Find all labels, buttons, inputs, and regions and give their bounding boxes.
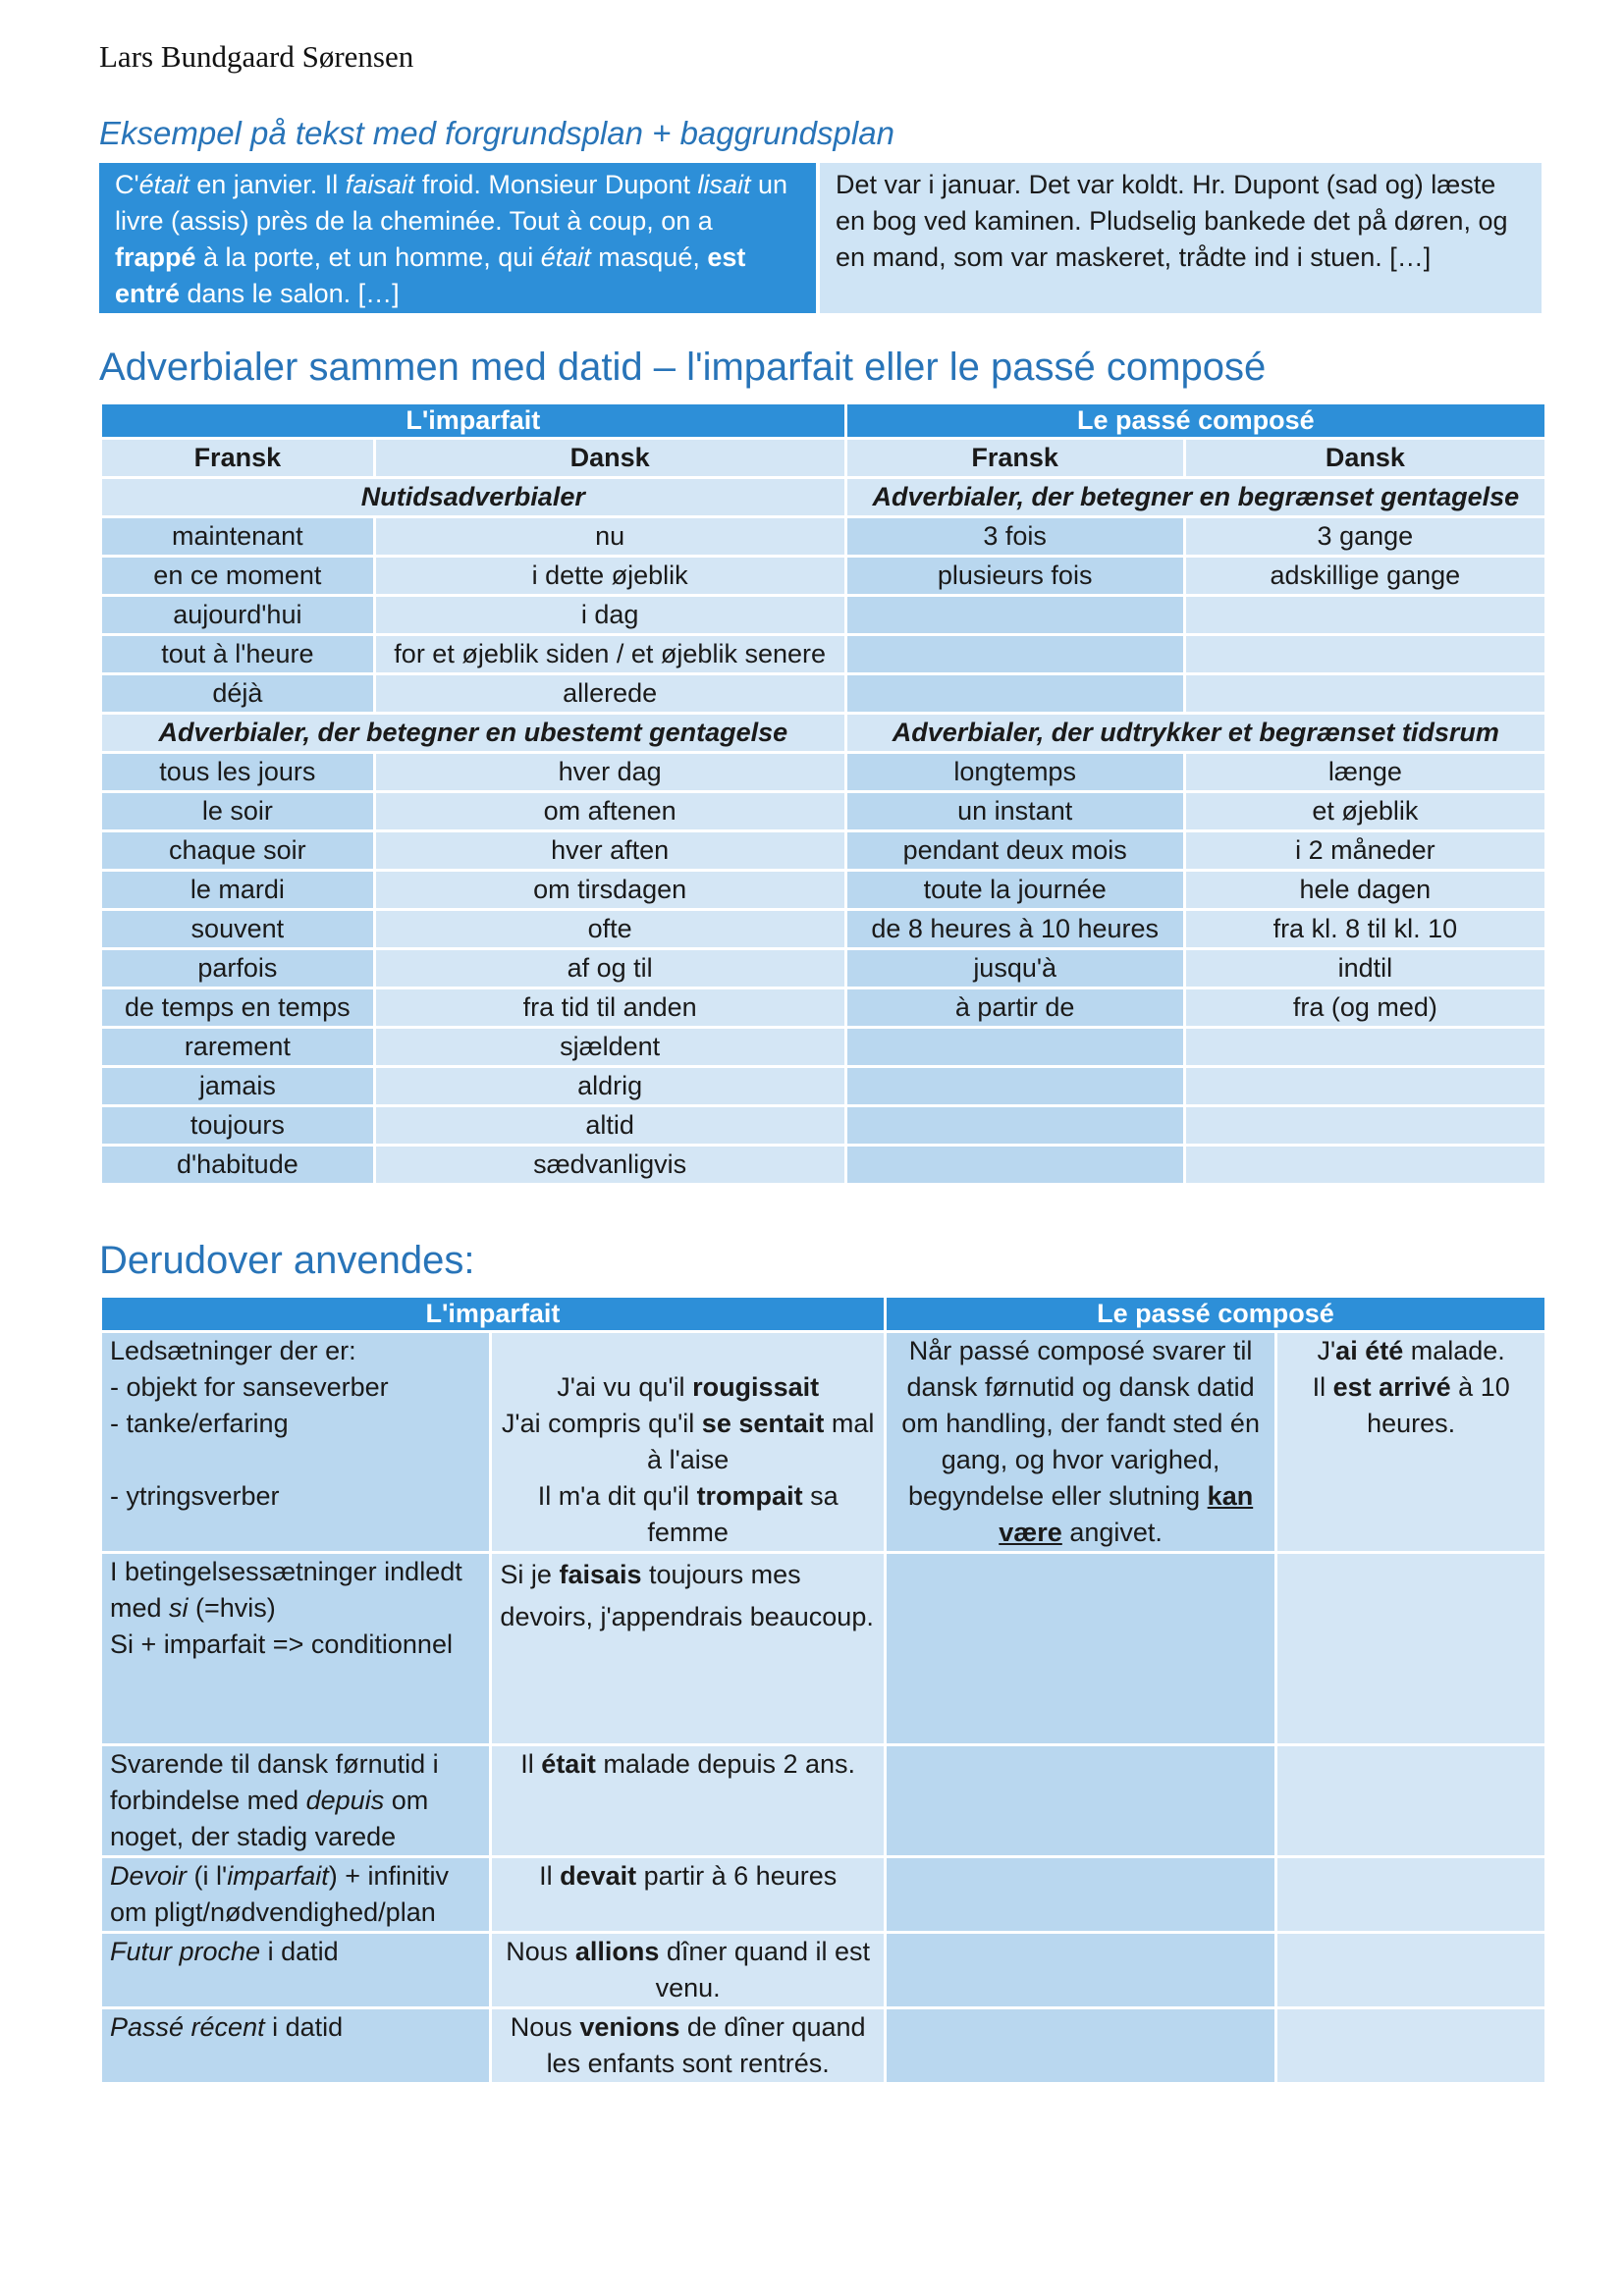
fransk-imparfait-cell: en ce moment — [102, 558, 373, 594]
table-row — [102, 518, 1544, 555]
author-name: Lars Bundgaard Sørensen — [99, 39, 414, 74]
fransk-imparfait-cell: rarement — [102, 1029, 373, 1065]
table-row — [102, 950, 1544, 987]
empty-cell — [887, 1746, 1274, 1855]
passe-compose-header: Le passé composé — [887, 1298, 1544, 1330]
dansk-imparfait-cell: hver aften — [376, 832, 844, 869]
example-cell: Nous allions dîner quand il est venu. — [492, 1934, 883, 2006]
fransk-passe-cell: un instant — [847, 793, 1183, 829]
fransk-imparfait-cell: chaque soir — [102, 832, 373, 869]
dansk-passe-cell: fra kl. 8 til kl. 10 — [1186, 911, 1544, 947]
table-row — [102, 1858, 1544, 1931]
dansk-imparfait-cell: i dag — [376, 597, 844, 633]
table-row — [102, 832, 1544, 869]
table-row — [102, 754, 1544, 790]
example-heading: Eksempel på tekst med forgrundsplan + baggrundsplan — [99, 115, 894, 151]
passe-rule-cell: Når passé composé svarer til dansk førnutid og dansk datid om handling, der fandt sted én gang, og hvor varighed, begyndelse eller slutning kan være angivet. — [887, 1333, 1274, 1551]
table-row — [102, 675, 1544, 712]
empty-cell — [1277, 1858, 1544, 1931]
rule-cell: Passé récent i datid — [102, 2009, 489, 2082]
rule-cell: Futur proche i datid — [102, 1934, 489, 2006]
example-cell: J'ai vu qu'il rougissait J'ai compris qu'il se sentait mal à l'aise Il m'a dit qu'il trompait sa femme — [492, 1333, 883, 1551]
dansk-passe-cell: et øjeblik — [1186, 793, 1544, 829]
dansk-imparfait-cell: hver dag — [376, 754, 844, 790]
empty-cell — [1277, 1554, 1544, 1743]
dansk-imparfait-cell: sjældent — [376, 1029, 844, 1065]
dansk-imparfait-cell: i dette øjeblik — [376, 558, 844, 594]
example-cell: Il devait partir à 6 heures — [492, 1858, 883, 1931]
fransk-passe-cell — [847, 1068, 1183, 1104]
table-row — [102, 1029, 1544, 1065]
rule-cell: Svarende til dansk førnutid i forbindelse med depuis om noget, der stadig varede — [102, 1746, 489, 1855]
col-dansk-left: Dansk — [376, 440, 844, 476]
derudover-table — [99, 1295, 1547, 2085]
table-row — [102, 1934, 1544, 2006]
fransk-imparfait-cell: parfois — [102, 950, 373, 987]
fransk-imparfait-cell: le mardi — [102, 872, 373, 908]
dansk-imparfait-cell: altid — [376, 1107, 844, 1144]
subheading-begraenset-tidsrum: Adverbialer, der udtrykker et begrænset tidsrum — [847, 715, 1544, 751]
dansk-imparfait-cell: aldrig — [376, 1068, 844, 1104]
table-row — [102, 793, 1544, 829]
passe-compose-header: Le passé composé — [847, 404, 1544, 437]
rule-cell: Devoir (i l'imparfait) + infinitiv om pligt/nødvendighed/plan — [102, 1858, 489, 1931]
table-row — [102, 1333, 1544, 1551]
empty-cell — [1277, 2009, 1544, 2082]
subheading-ubestemt-gentagelse: Adverbialer, der betegner en ubestemt gentagelse — [102, 715, 844, 751]
table-row — [102, 1147, 1544, 1183]
fransk-passe-cell: plusieurs fois — [847, 558, 1183, 594]
dansk-imparfait-cell: af og til — [376, 950, 844, 987]
fransk-imparfait-cell: tous les jours — [102, 754, 373, 790]
fransk-imparfait-cell: d'habitude — [102, 1147, 373, 1183]
col-fransk-right: Fransk — [847, 440, 1183, 476]
dansk-imparfait-cell: om tirsdagen — [376, 872, 844, 908]
dansk-passe-cell — [1186, 1068, 1544, 1104]
dansk-passe-cell: hele dagen — [1186, 872, 1544, 908]
adverbs-heading: Adverbialer sammen med datid – l'imparfait eller le passé composé — [99, 346, 1267, 389]
dansk-passe-cell: indtil — [1186, 950, 1544, 987]
imparfait-header: L'imparfait — [102, 1298, 884, 1330]
table-row — [102, 1554, 1544, 1743]
dansk-passe-cell — [1186, 1147, 1544, 1183]
table-row — [102, 989, 1544, 1026]
fransk-imparfait-cell: de temps en temps — [102, 989, 373, 1026]
fransk-imparfait-cell: souvent — [102, 911, 373, 947]
empty-cell — [1277, 1934, 1544, 2006]
fransk-passe-cell — [847, 675, 1183, 712]
dansk-passe-cell: 3 gange — [1186, 518, 1544, 555]
dansk-imparfait-cell: ofte — [376, 911, 844, 947]
fransk-passe-cell: pendant deux mois — [847, 832, 1183, 869]
table-row — [102, 1746, 1544, 1855]
dansk-passe-cell — [1186, 675, 1544, 712]
example-cell: Nous venions de dîner quand les enfants sont rentrés. — [492, 2009, 883, 2082]
fransk-passe-cell — [847, 636, 1183, 672]
dansk-imparfait-cell: sædvanligvis — [376, 1147, 844, 1183]
empty-cell — [887, 1934, 1274, 2006]
col-fransk-left: Fransk — [102, 440, 373, 476]
dansk-passe-cell — [1186, 1029, 1544, 1065]
dansk-passe-cell: længe — [1186, 754, 1544, 790]
table-header-row — [102, 404, 1544, 437]
col-dansk-right: Dansk — [1186, 440, 1544, 476]
table-row — [102, 558, 1544, 594]
adverbs-table — [99, 401, 1547, 1186]
fransk-imparfait-cell: le soir — [102, 793, 373, 829]
example-box — [99, 163, 1542, 313]
fransk-passe-cell: longtemps — [847, 754, 1183, 790]
fransk-passe-cell — [847, 597, 1183, 633]
dansk-passe-cell — [1186, 597, 1544, 633]
fransk-passe-cell — [847, 1147, 1183, 1183]
fransk-passe-cell — [847, 1107, 1183, 1144]
example-danish-text: Det var i januar. Det var koldt. Hr. Dupont (sad og) læste en bog ved kaminen. Pludselig bankede det på døren, og en mand, som var maskeret, trådte ind i stuen. […] — [820, 163, 1542, 313]
empty-cell — [1277, 1746, 1544, 1855]
dansk-passe-cell: fra (og med) — [1186, 989, 1544, 1026]
rule-cell: Ledsætninger der er: - objekt for sanseverber - tanke/erfaring - ytringsverber — [102, 1333, 489, 1551]
derudover-heading: Derudover anvendes: — [99, 1239, 475, 1282]
column-header-row — [102, 440, 1544, 476]
example-cell: Si je faisais toujours mes devoirs, j'appendrais beaucoup. — [492, 1554, 883, 1743]
empty-cell — [887, 1858, 1274, 1931]
fransk-passe-cell: de 8 heures à 10 heures — [847, 911, 1183, 947]
fransk-passe-cell — [847, 1029, 1183, 1065]
table-header-row — [102, 1298, 1544, 1330]
empty-cell — [887, 2009, 1274, 2082]
fransk-passe-cell: à partir de — [847, 989, 1183, 1026]
dansk-imparfait-cell: nu — [376, 518, 844, 555]
dansk-passe-cell — [1186, 1107, 1544, 1144]
dansk-passe-cell — [1186, 636, 1544, 672]
dansk-imparfait-cell: om aftenen — [376, 793, 844, 829]
dansk-imparfait-cell: allerede — [376, 675, 844, 712]
fransk-imparfait-cell: maintenant — [102, 518, 373, 555]
fransk-passe-cell: toute la journée — [847, 872, 1183, 908]
subheading-row — [102, 479, 1544, 515]
dansk-imparfait-cell: for et øjeblik siden / et øjeblik senere — [376, 636, 844, 672]
example-french-text: C'était en janvier. Il faisait froid. Monsieur Dupont lisait un livre (assis) près de la cheminée. Tout à coup, on a frappé à la porte, et un homme, qui était masqué, est entré dans le salon. […] — [99, 163, 816, 313]
table-row — [102, 597, 1544, 633]
example-cell: Il était malade depuis 2 ans. — [492, 1746, 883, 1855]
fransk-imparfait-cell: tout à l'heure — [102, 636, 373, 672]
passe-example-cell: J'ai été malade. Il est arrivé à 10 heures. — [1277, 1333, 1544, 1551]
fransk-imparfait-cell: aujourd'hui — [102, 597, 373, 633]
subheading-row — [102, 715, 1544, 751]
table-row — [102, 872, 1544, 908]
fransk-imparfait-cell: déjà — [102, 675, 373, 712]
fransk-passe-cell: 3 fois — [847, 518, 1183, 555]
dansk-passe-cell: i 2 måneder — [1186, 832, 1544, 869]
dansk-imparfait-cell: fra tid til anden — [376, 989, 844, 1026]
subheading-nutidsadverbialer: Nutidsadverbialer — [102, 479, 844, 515]
table-row — [102, 636, 1544, 672]
table-row — [102, 911, 1544, 947]
rule-cell: I betingelsessætninger indledt med si (=hvis) Si + imparfait => conditionnel — [102, 1554, 489, 1743]
table-row — [102, 2009, 1544, 2082]
dansk-passe-cell: adskillige gange — [1186, 558, 1544, 594]
table-row — [102, 1068, 1544, 1104]
fransk-imparfait-cell: jamais — [102, 1068, 373, 1104]
imparfait-header: L'imparfait — [102, 404, 844, 437]
subheading-begraenset-gentagelse: Adverbialer, der betegner en begrænset gentagelse — [847, 479, 1544, 515]
fransk-passe-cell: jusqu'à — [847, 950, 1183, 987]
table-row — [102, 1107, 1544, 1144]
fransk-imparfait-cell: toujours — [102, 1107, 373, 1144]
empty-cell — [887, 1554, 1274, 1743]
